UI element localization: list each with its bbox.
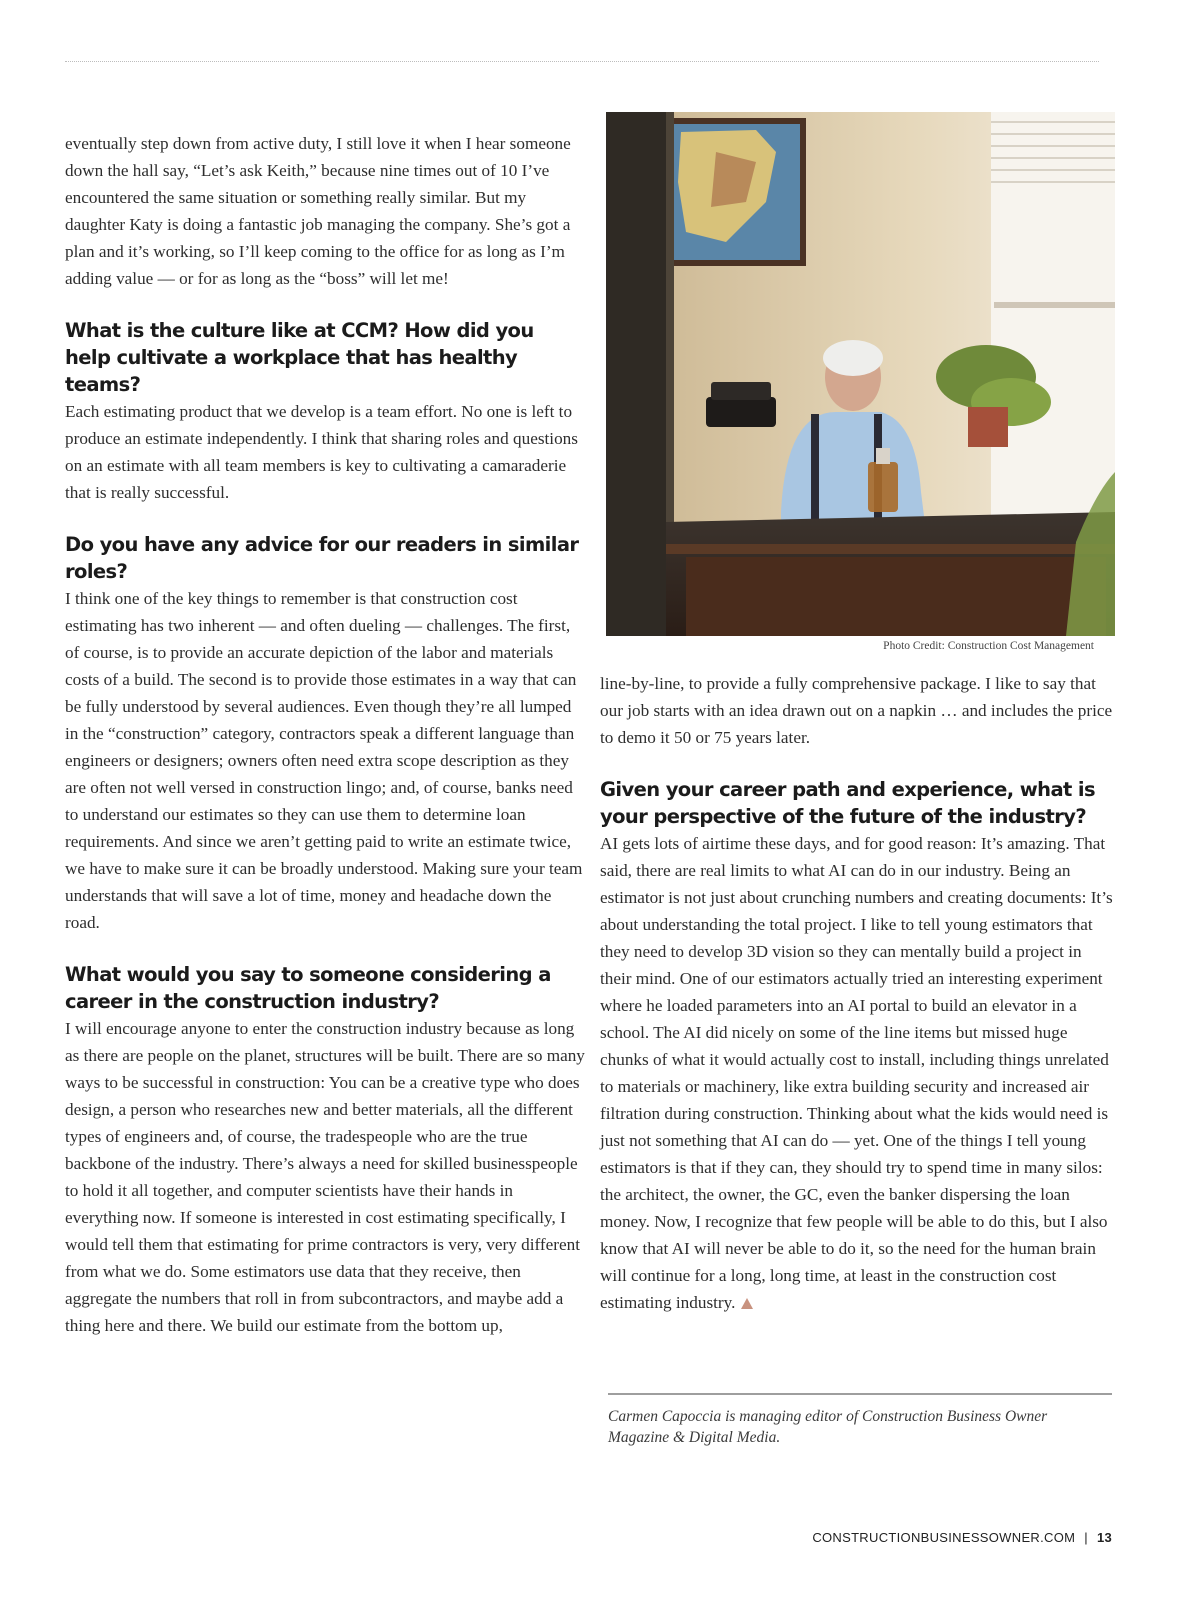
right-column xyxy=(600,670,1115,1316)
author-bio: Carmen Capoccia is managing editor of Construction Business Owner Magazine & Digital Media. xyxy=(608,1408,1048,1446)
right-paragraph-1: line-by-line, to provide a fully comprehensive package. I like to say that our job starts with an idea drawn out on a napkin … and includes the price to demo it 50 or 75 years later. xyxy=(600,674,1113,747)
right-heading-future: Given your career path and experience, what is your perspective of the future of the industry? xyxy=(600,778,1096,828)
left-heading-culture: What is the culture like at CCM? How did you help cultivate a workplace that has healthy teams? xyxy=(65,319,534,396)
footer-site-link[interactable]: CONSTRUCTIONBUSINESSOWNER.COM xyxy=(812,1530,1076,1545)
page-number: 13 xyxy=(1096,1530,1112,1545)
left-paragraph-4: I will encourage anyone to enter the construction industry because as long as there are people on the planet, structures will be built. There are so many ways to be successful in construction: You can be a creative type who does design, a person who researches new and better materials, all the different types of engineers and, of course, the tradespeople who are the true backbone of the industry. There’s always a need for skilled businesspeople to hold it all together, and computer scientists have their hands in everything now. If someone is interested in cost estimating specifically, I would tell them that estimating for prime contractors is very, very different from what we do. Some estimators use data that they receive, then aggregate the numbers that roll in from subcontractors, and maybe add a thing here and there. We build our estimate from the bottom up, xyxy=(65,1019,585,1335)
left-column xyxy=(65,130,585,1339)
left-paragraph-1: eventually step down from active duty, I still love it when I hear someone down the hall say, “Let’s ask Keith,” because nine times out of 10 I’ve encountered the same situation or something really similar. But my daughter Katy is doing a fantastic job managing the company. She’s got a plan and it’s working, so I’ll keep coming to the office for as long as I’m adding value — or for as long as the “boss” will let me! xyxy=(65,134,571,288)
page-footer xyxy=(812,1530,1112,1545)
photo-credit: Photo Credit: Construction Cost Management xyxy=(883,640,1094,652)
right-paragraph-2 xyxy=(600,830,1115,1316)
bio-divider xyxy=(608,1393,1112,1395)
end-of-article-mark-icon xyxy=(741,1298,753,1309)
top-dotted-rule xyxy=(65,61,1099,62)
left-heading-career: What would you say to someone considering a career in the construction industry? xyxy=(65,963,551,1013)
left-heading-advice: Do you have any advice for our readers in similar roles? xyxy=(65,533,579,583)
photo-illustration xyxy=(606,112,1115,636)
left-paragraph-2: Each estimating product that we develop is a team effort. No one is left to produce an estimate independently. I think that sharing roles and questions on an estimate with all team members is key to cultivating a camaraderie that is really successful. xyxy=(65,402,578,502)
left-paragraph-3: I think one of the key things to remember is that construction cost estimating has two inherent — and often dueling — challenges. The first, of course, is to provide an accurate depiction of the labor and materials costs of a build. The second is to provide those estimates in a way that can be fully understood by several audiences. Even though they’re all lumped in the “construction” category, contractors speak a different language than engineers or designers; owners often need extra scope description as they are often not well versed in construction lingo; and, of course, banks need to understand our estimates so they can use them to determine loan requirements. And since we aren’t getting paid to write an estimate twice, we have to make sure it can be broadly understood. Making sure your team understands that will save a lot of time, money and headache down the road. xyxy=(65,589,583,932)
portrait-photo xyxy=(606,112,1115,636)
right-paragraph-2-text: AI gets lots of airtime these days, and for good reason: It’s amazing. That said, there are real limits to what AI can do in our industry. Being an estimator is not just about crunching numbers and creating documents: It’s about understanding the total project. I like to tell young estimators that they need to develop 3D vision so they can mentally build a project in their mind. One of our estimators actually tried an interesting experiment where he loaded parameters into an AI portal to build an elevator in a school. The AI did nicely on some of the line items but missed huge chunks of what it would actually cost to install, including things unrelated to materials or machinery, like extra building security and increased air filtration during construction. Thinking about what the kids would need is just not something that AI can do — yet. One of the things I tell young estimators is that if they can, they should try to spend time in many silos: the architect, the owner, the GC, even the banker dispersing the loan money. Now, I recognize that few people will be able to do this, but I also know that AI will never be able to do it, so the need for the human brain will continue for a long, long time, at least in the construction cost estimating industry. xyxy=(600,834,1113,1312)
footer-separator: | xyxy=(1084,1530,1088,1545)
